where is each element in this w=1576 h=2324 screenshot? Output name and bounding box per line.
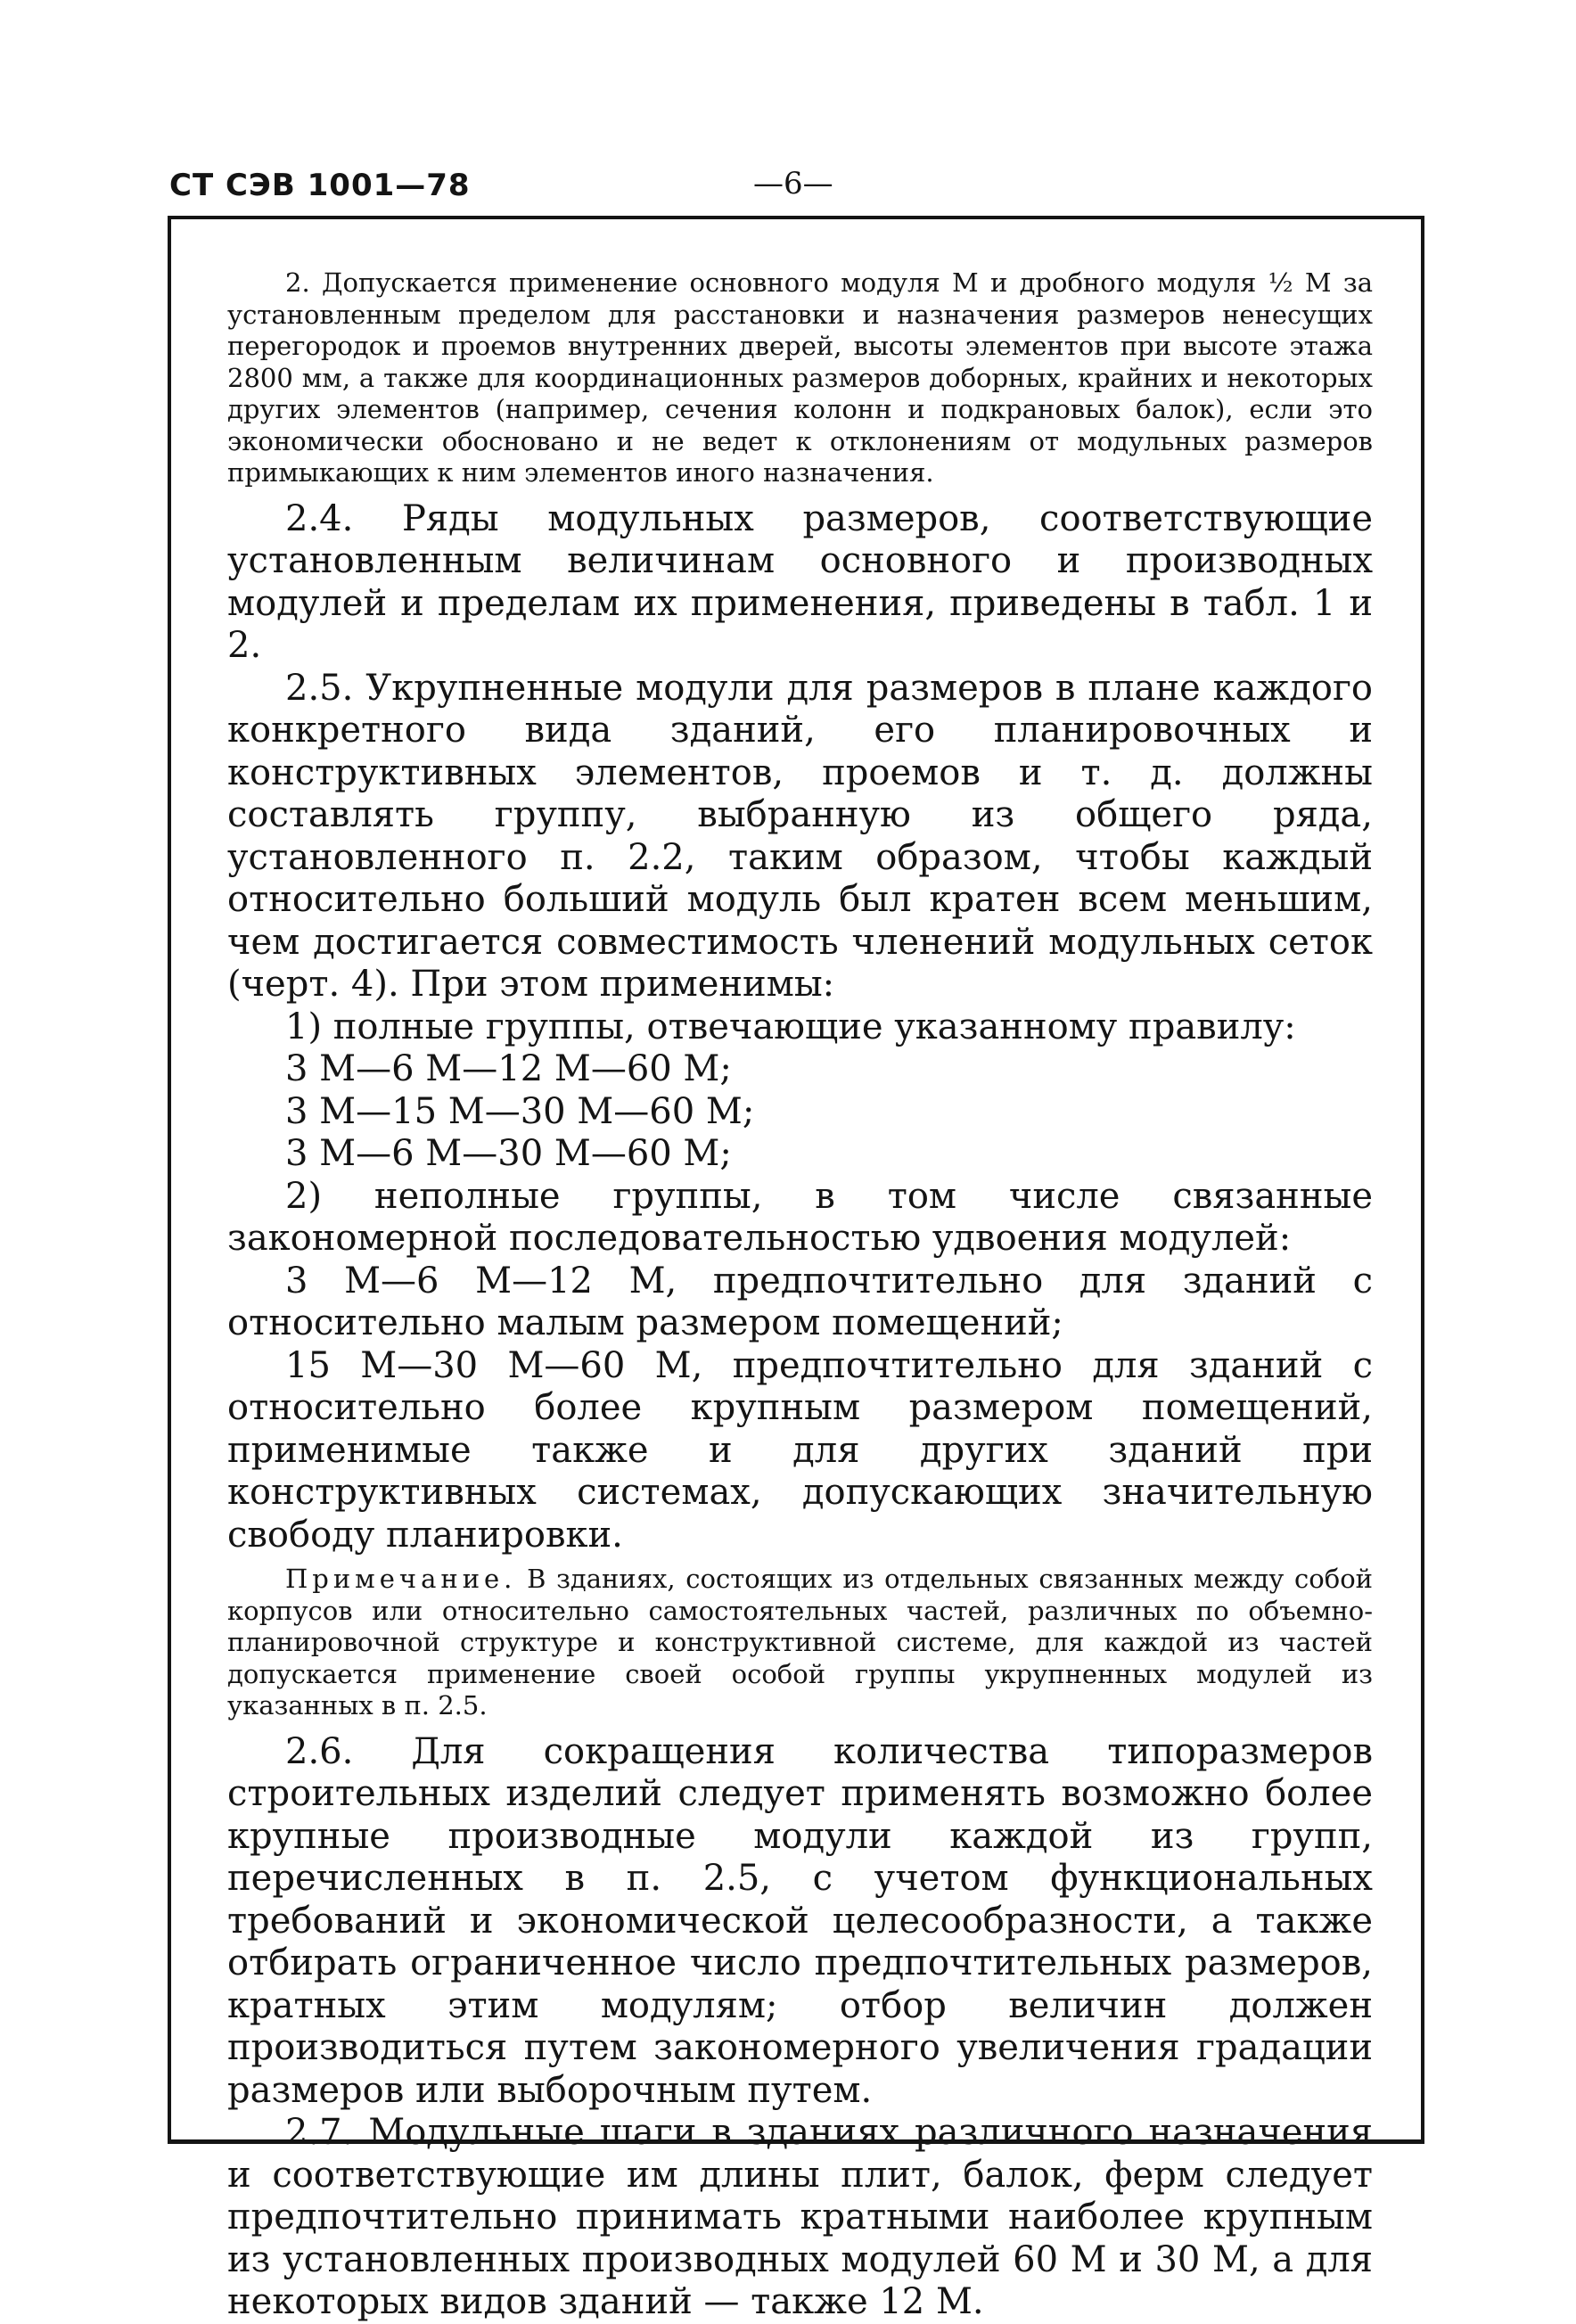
paragraph-2-7: 2.7. Модульные шаги в зданиях различного назначения и соответствующие им длины плит, балок, ферм следует предпочтительно принимать кратными наиболее крупным из установленных производных модулей 60 М и 30 М, а для некоторых видов зданий — также 12 М. <box>227 2112 1373 2322</box>
note <box>227 1564 1373 1722</box>
note-label: Примечание. <box>285 1564 517 1594</box>
note-text: В зданиях, состоящих из отдельных связанных между собой корпусов или относительно самостоятельных частей, различных по объемно-планировочной структуре и конструктивной системе, для каждой из частей допускается применение своей особой группы укрупненных модулей из указанных в п. 2.5. <box>227 1564 1374 1720</box>
paragraph-2-6: 2.6. Для сокращения количества типоразмеров строительных изделий следует применять возможно более крупные производные модули каждой из групп, перечисленных в п. 2.5, с учетом функциональных требований и экономической целесообразности, а также отбирать ограниченное число предпочтительных размеров, кратных этим модулям; отбор величин должен производиться путем закономерного увеличения градации размеров или выборочным путем. <box>227 1730 1373 2111</box>
full-group-item: 3 М—6 М—12 М—60 М; <box>285 1048 732 1089</box>
paragraph-2-continuation: 2. Допускается применение основного модуля М и дробного модуля ½ М за установленным пределом для расстановки и назначения размеров ненесущих перегородок и проемов внутренних дверей, высоты элементов при высоте этажа 2800 мм, а также для координационных размеров доборных, крайних и некоторых других элементов (например, сечения колонн и подкрановых балок), если это экономически обосновано и не ведет к отклонениям от модульных размеров примыкающих к ним элементов иного назначения. <box>227 267 1373 488</box>
partial-groups-intro: 2) неполные группы, в том числе связанные закономерной последовательностью удвоения модулей: <box>227 1175 1373 1259</box>
page-body <box>227 267 1373 2324</box>
document-code: СТ СЭВ 1001—78 <box>169 168 471 203</box>
partial-group-2: 15 М—30 М—60 М, предпочтительно для зданий с относительно более крупным размером помещений, применимые также и для других зданий при конструктивных системах, допускающих значительную свободу планировки. <box>227 1344 1373 1556</box>
partial-group-1: 3 М—6 М—12 М, предпочтительно для зданий с относительно малым размером помещений; <box>227 1260 1373 1343</box>
frame-left-rule <box>168 218 171 2143</box>
page-number: —6— <box>753 166 833 201</box>
full-groups-intro: 1) полные группы, отвечающие указанному правилу: <box>285 1006 1296 1047</box>
frame-right-rule <box>1421 218 1424 2143</box>
paragraph-2-5: 2.5. Укрупненные модули для размеров в плане каждого конкретного вида зданий, его планировочных и конструктивных элементов, проемов и т. д. должны составлять группу, выбранную из общего ряда, установленного п. 2.2, таким образом, чтобы каждый относительно больший модуль был кратен всем меньшим, чем достигается совместимость членений модульных сеток (черт. 4). При этом применимы: <box>227 667 1373 1005</box>
full-group-item: 3 М—15 М—30 М—60 М; <box>285 1090 755 1132</box>
full-group-item: 3 М—6 М—30 М—60 М; <box>285 1133 732 1174</box>
paragraph-2-4: 2.4. Ряды модульных размеров, соответствующие установленным величинам основного и производных модулей и пределам их применения, приведены в табл. 1 и 2. <box>227 497 1373 666</box>
frame-top-rule <box>168 216 1424 219</box>
